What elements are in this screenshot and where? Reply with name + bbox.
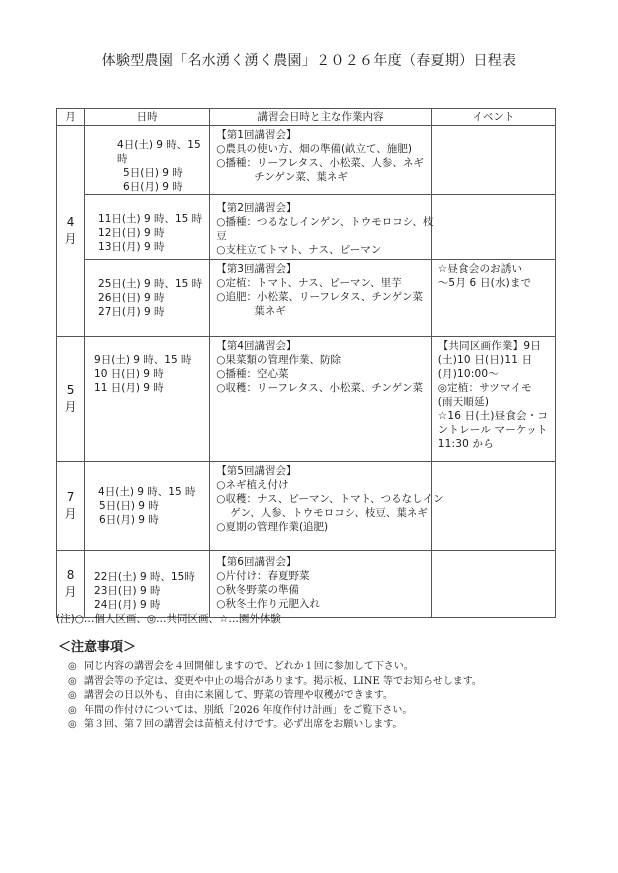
session-title: 【第6回講習会】 [216,556,297,568]
event-line: (月)10:00～ [437,368,499,380]
month-digit: 7 [66,490,75,504]
legend-note: (注)○…個人区画、◎…共同区画、☆…園外体験 [56,613,281,625]
caution-heading: ＜注意事項＞ [58,640,137,655]
date-line: 11日(土) 9 時、15 時 [98,213,203,225]
event-cell [431,462,555,551]
caution-item [68,704,482,719]
event-line: ☆昼食会のお誘い [437,263,523,275]
content-line: ○秋冬野菜の準備 [216,584,299,596]
date-line: 26日(日) 9 時 [98,292,165,304]
session-title: 【第4回講習会】 [216,340,297,352]
event-cell [431,551,555,618]
caution-item [68,718,482,733]
session-title: 【第5回講習会】 [216,465,297,477]
event-line: ◎定植：サツマイモ [437,382,532,394]
month-kanji: 月 [64,585,77,599]
event-line: 【共同区画作業】9日 [437,340,541,352]
event-cell [431,337,555,462]
caution-item [68,675,482,690]
double-circle-icon: ◎ [68,661,77,672]
date-line: 12日(日) 9 時 [98,227,165,239]
caution-text: 講習会等の予定は、変更や中止の場合があります。掲示板、LINE 等でお知らせします。 [84,675,482,687]
dates-cell [85,195,210,260]
caution-text: 同じ内容の講習会を４回開催しますので、どれか１回に参加して下さい。 [84,661,414,672]
event-line: ☆16 日(土)昼食会・コ [437,410,549,422]
caution-list [68,660,482,733]
month-cell-august [57,551,85,618]
date-line: 4日(土) 9 時、15 時 [117,139,201,165]
date-line: 11 日(月) 9 時 [94,382,164,394]
month-digit: 5 [66,383,75,397]
month-cell-april [57,126,85,337]
content-cell [210,551,431,618]
content-line: ○収穫：ナス、ピーマン、トマト、つるなしイン [216,493,444,505]
date-line: 10 日(日) 9 時 [94,368,164,380]
content-cell [210,337,431,462]
dates-cell [85,551,210,618]
content-line: ○片付け：春夏野菜 [216,570,310,582]
date-line: 23日(日) 9 時 [94,585,161,597]
content-cell [210,195,434,260]
session-title: 【第2回講習会】 [216,202,297,214]
header-datetime: 日時 [85,109,210,126]
content-line: ○支柱立てトマト、ナス、ピーマン [216,244,382,256]
month-cell-may [57,337,85,462]
month-cell-july [57,462,85,551]
header-month: 月 [57,109,85,126]
content-line: チンゲン菜、葉ネギ [254,171,348,183]
content-line: 豆 [216,230,227,242]
content-cell [210,260,431,337]
month-digit: 4 [66,215,75,229]
table-row [57,462,556,551]
content-line: ○ネギ植え付け [216,479,289,491]
event-line: (土)10 日(日)11 日 [437,354,533,366]
dates-cell [85,126,210,195]
date-line: 5日(日) 9 時 [123,167,183,179]
content-line: ゲン、人参、トウモロコシ、枝豆、葉ネギ [230,507,428,519]
content-line: 葉ネギ [254,305,286,317]
table-row [57,551,556,618]
month-kanji: 月 [64,400,77,414]
caution-text: 第３回、第７回の講習会は苗植え付けです。必ず出席をお願いします。 [84,719,403,730]
date-line: 6日(月) 9 時 [99,514,159,526]
schedule-table [56,108,556,618]
double-circle-icon: ◎ [68,704,77,716]
month-digit: 8 [66,568,75,582]
month-kanji: 月 [64,507,77,521]
caution-item [68,660,482,675]
content-line: ○収穫：リーフレタス、小松菜、チンゲン菜 [216,382,423,394]
double-circle-icon: ◎ [68,675,77,687]
dates-cell [85,337,210,462]
date-line: 5日(日) 9 時 [99,500,159,512]
content-line: ○定植：トマト、ナス、ピーマン、里芋 [216,277,402,289]
content-line: ○秋冬土作り元肥入れ [216,598,320,610]
table-row [57,260,556,337]
content-line: ○播種：リーフレタス、小松菜、人参、ネギ [216,157,424,169]
caution-text: 年間の作付けについては、別紙「2026 年度作付け計画」をご覧下さい。 [84,704,413,716]
date-line: 24日(月) 9 時 [94,599,161,611]
table-row [57,126,556,195]
date-line: 9日(土) 9 時、15 時 [94,354,192,366]
date-line: 22日(土) 9 時、15時 [94,571,195,583]
dates-cell [85,260,210,337]
table-header-row [57,109,556,126]
event-line: ～5月 6 日(水)まで [437,277,532,289]
content-line: ○播種：つるなしインゲン、トウモロコシ、枝 [216,216,434,228]
double-circle-icon: ◎ [68,719,77,730]
content-cell [210,462,444,551]
caution-text: 講習会の日以外も、自由に来園して、野菜の管理や収穫ができます。 [84,690,393,701]
event-line: 11:30 から [437,438,494,450]
date-line: 27日(月) 9 時 [98,306,165,318]
table-row [57,337,556,462]
caution-item [68,689,482,704]
event-cell [431,195,555,260]
header-content: 講習会日時と主な作業内容 [210,109,431,126]
content-line: ○追肥：小松菜、リーフレタス、チンゲン菜 [216,291,423,303]
table-row [57,195,556,260]
content-cell [210,126,431,195]
month-kanji: 月 [64,232,77,246]
double-circle-icon: ◎ [68,690,77,701]
dates-cell [85,462,210,551]
event-cell [431,260,555,337]
date-line: 25日(土) 9 時、15 時 [98,278,203,290]
content-line: ○播種：空心菜 [216,368,289,380]
content-line: ○果菜類の管理作業、防除 [216,354,341,366]
session-title: 【第1回講習会】 [216,129,297,141]
date-line: 13日(月) 9 時 [98,241,165,253]
content-line: ○農具の使い方、畑の準備(畝立て、施肥) [216,143,412,155]
date-line: 6日(月) 9 時 [123,181,183,193]
session-title: 【第3回講習会】 [216,263,297,275]
event-line: (雨天順延) [437,396,490,408]
header-event: イベント [431,109,555,126]
content-line: ○夏期の管理作業(追肥) [216,521,329,533]
event-cell [431,126,555,195]
event-line: ントレール マーケット [437,424,548,436]
page-title: 体験型農園「名水湧く湧く農園」２０２６年度（春夏期）日程表 [101,53,517,69]
date-line: 4日(土) 9 時、15 時 [98,486,196,498]
